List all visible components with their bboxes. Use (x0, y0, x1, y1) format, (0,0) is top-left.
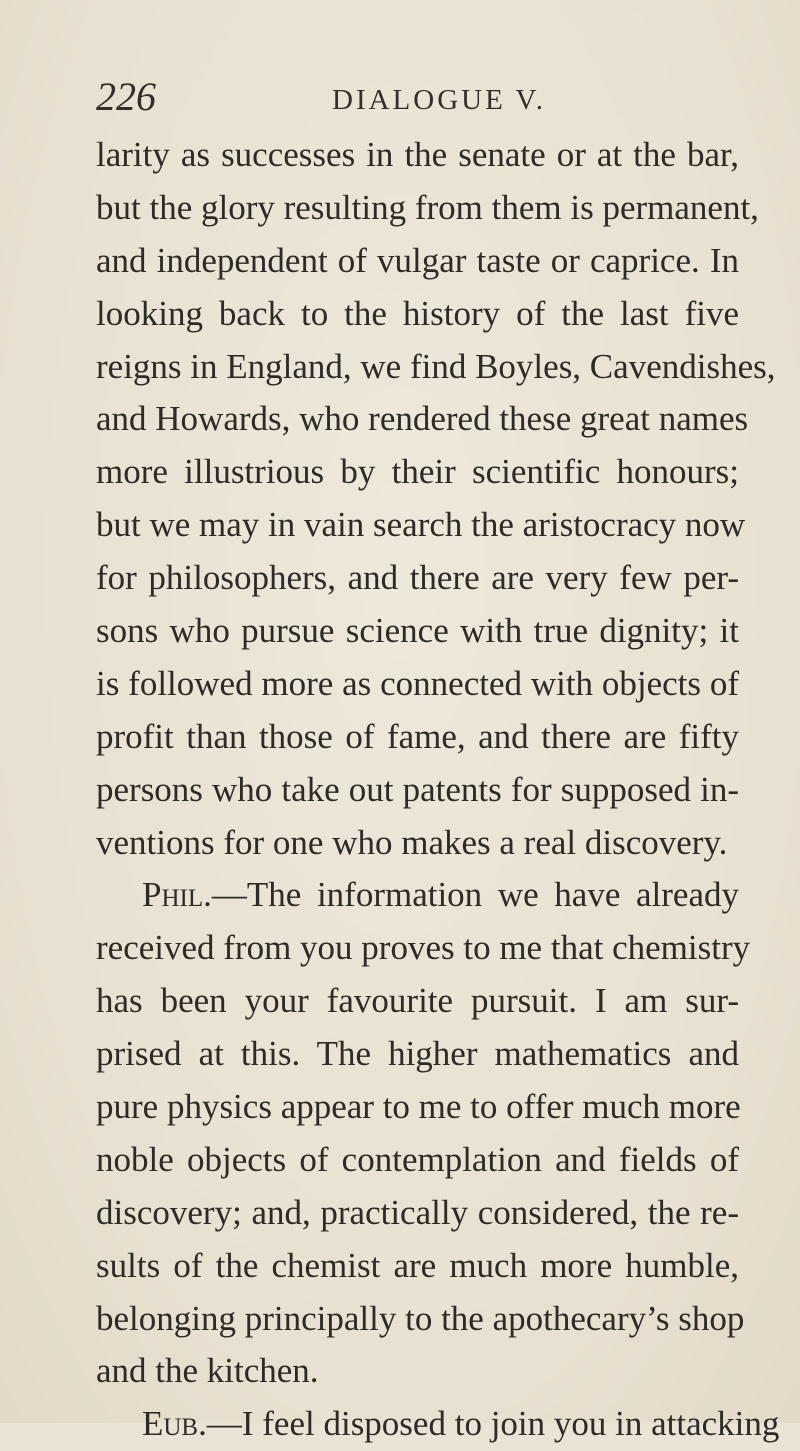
speaker-text: —The information we have already (211, 875, 739, 915)
text-line: ventions for one who makes a real discovery. (96, 822, 728, 862)
speaker-text: —I feel disposed to join you in attacking (206, 1404, 780, 1444)
running-head: DIALOGUE V. (332, 84, 546, 116)
text-line: but we may in vain search the aristocracy now (96, 505, 746, 545)
text-line: has been your favourite pursuit. I am sur- (96, 981, 739, 1021)
text-line: sons who pursue science with true dignity; it (96, 611, 739, 651)
body-text (96, 129, 780, 1451)
text-line: prised at this. The higher mathematics and (96, 1034, 739, 1074)
speaker-line (96, 1398, 780, 1451)
text-line: belonging principally to the apothecary’s shop (96, 1298, 745, 1338)
text-line: reigns in England, we find Boyles, Cavendishes, (96, 346, 776, 386)
text-line: looking back to the history of the last five (96, 293, 739, 333)
text-line: more illustrious by their scientific honours; (96, 452, 739, 492)
text-line: pure physics appear to me to offer much more (96, 1087, 741, 1127)
text-line: discovery; and, practically considered, the re- (96, 1192, 739, 1232)
text-line: persons who take out patents for supposed in- (96, 769, 739, 809)
text-line: sults of the chemist are much more humble, (96, 1245, 739, 1285)
speaker-name: Eub. (142, 1404, 207, 1444)
text-line: for philosophers, and there are very few per- (96, 558, 739, 598)
text-line: is followed more as connected with objects of (96, 663, 739, 703)
text-line: larity as successes in the senate or at the bar, (96, 135, 739, 174)
speaker-line (96, 869, 739, 922)
text-line: and the kitchen. (96, 1351, 319, 1391)
page-header (96, 72, 740, 122)
speaker-name: Phil. (142, 875, 212, 915)
page-number: 226 (96, 74, 156, 119)
text-line: and independent of vulgar taste or caprice. In (96, 240, 739, 280)
text-line: and Howards, who rendered these great names (96, 399, 749, 439)
text-line: profit than those of fame, and there are fifty (96, 716, 739, 756)
text-line: noble objects of contemplation and fields of (96, 1139, 739, 1179)
text-line: but the glory resulting from them is permanent, (96, 187, 759, 227)
text-line: received from you proves to me that chemistry (96, 928, 751, 968)
